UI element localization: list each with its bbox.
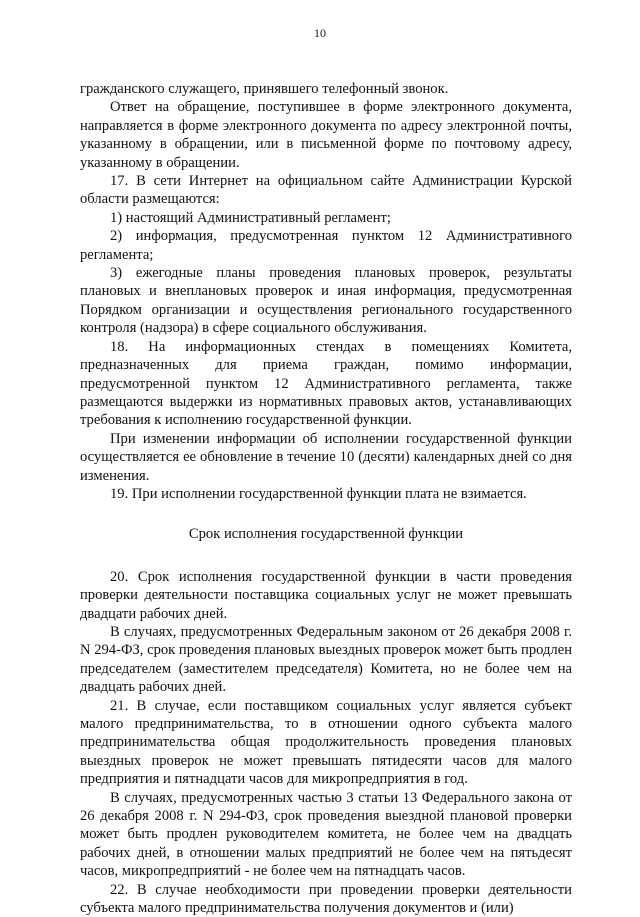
- paragraph: 1) настоящий Административный регламент;: [110, 209, 391, 226]
- paragraph: 22. В случае необходимости при проведении проверки деятельности субъекта малого предпринимательства получения документов и (или): [80, 881, 572, 917]
- paragraph: 18. На информационных стендах в помещениях Комитета, предназначенных для приема граждан, помимо информации, предусмотренной пунктом 12 Административного регламента, также размещаются выдержки из нормативных правовых актов, устанавливающих требования к исполнению государственной функции.: [80, 338, 572, 429]
- paragraph: гражданского служащего, принявшего телефонный звонок.: [80, 81, 449, 97]
- paragraph: 3) ежегодные планы проведения плановых проверок, результаты плановых и внеплановых проверок и иная информация, предусмотренная Порядком организации и осуществления регионального государственного контроля (надзора) в сфере социального обслуживания.: [80, 265, 572, 337]
- paragraph: Ответ на обращение, поступившее в форме электронного документа, направляется в форме электронного документа по адресу электронной почты, указанному в обращении, или в письменной форме по почтовому адресу, указанному в обращении.: [80, 99, 572, 171]
- paragraph: 19. При исполнении государственной функции плата не взимается.: [110, 485, 527, 502]
- page-number: 10: [314, 26, 326, 40]
- paragraphs-after-heading: [80, 568, 572, 917]
- paragraphs-before-heading: [80, 80, 572, 503]
- paragraph: В случаях, предусмотренных Федеральным законом от 26 декабря 2008 г. N 294-ФЗ, срок проведения плановых выездных проверок может быть продлен председателем (заместителем председателя) Комитета, но не более чем на двадцать рабочих дней.: [80, 623, 572, 696]
- paragraph: 20. Срок исполнения государственной функции в части проведения проверки деятельности поставщика социальных услуг не может превышать двадцати рабочих дней.: [80, 568, 572, 622]
- paragraph: 21. В случае, если поставщиком социальных услуг является субъект малого предпринимательства, то в отношении одного субъекта малого предпринимательства общая продолжительность проведения плановых выездных проверок не может превышать пятидесяти часов для малого предприятия и пятнадцати часов для микропредприятия в год.: [80, 697, 572, 788]
- paragraph: При изменении информации об исполнении государственной функции осуществляется ее обновление в течение 10 (десяти) календарных дней со дня изменения.: [80, 430, 572, 484]
- document-body: [80, 80, 572, 917]
- paragraph: В случаях, предусмотренных частью 3 статьи 13 Федерального закона от 26 декабря 2008 г. N 294-ФЗ, срок проведения выездной плановой проверки может быть продлен руководителем комитета, не более чем на двадцать рабочих дней, в отношении малых предприятий не более чем на пятьдесят часов, микропредприятий - не более чем на пятнадцать часов.: [80, 789, 572, 880]
- paragraph: 2) информация, предусмотренная пунктом 12 Административного регламента;: [80, 228, 572, 263]
- paragraph: 17. В сети Интернет на официальном сайте Администрации Курской области размещаются:: [80, 173, 572, 208]
- section-heading: Срок исполнения государственной функции: [188, 526, 464, 543]
